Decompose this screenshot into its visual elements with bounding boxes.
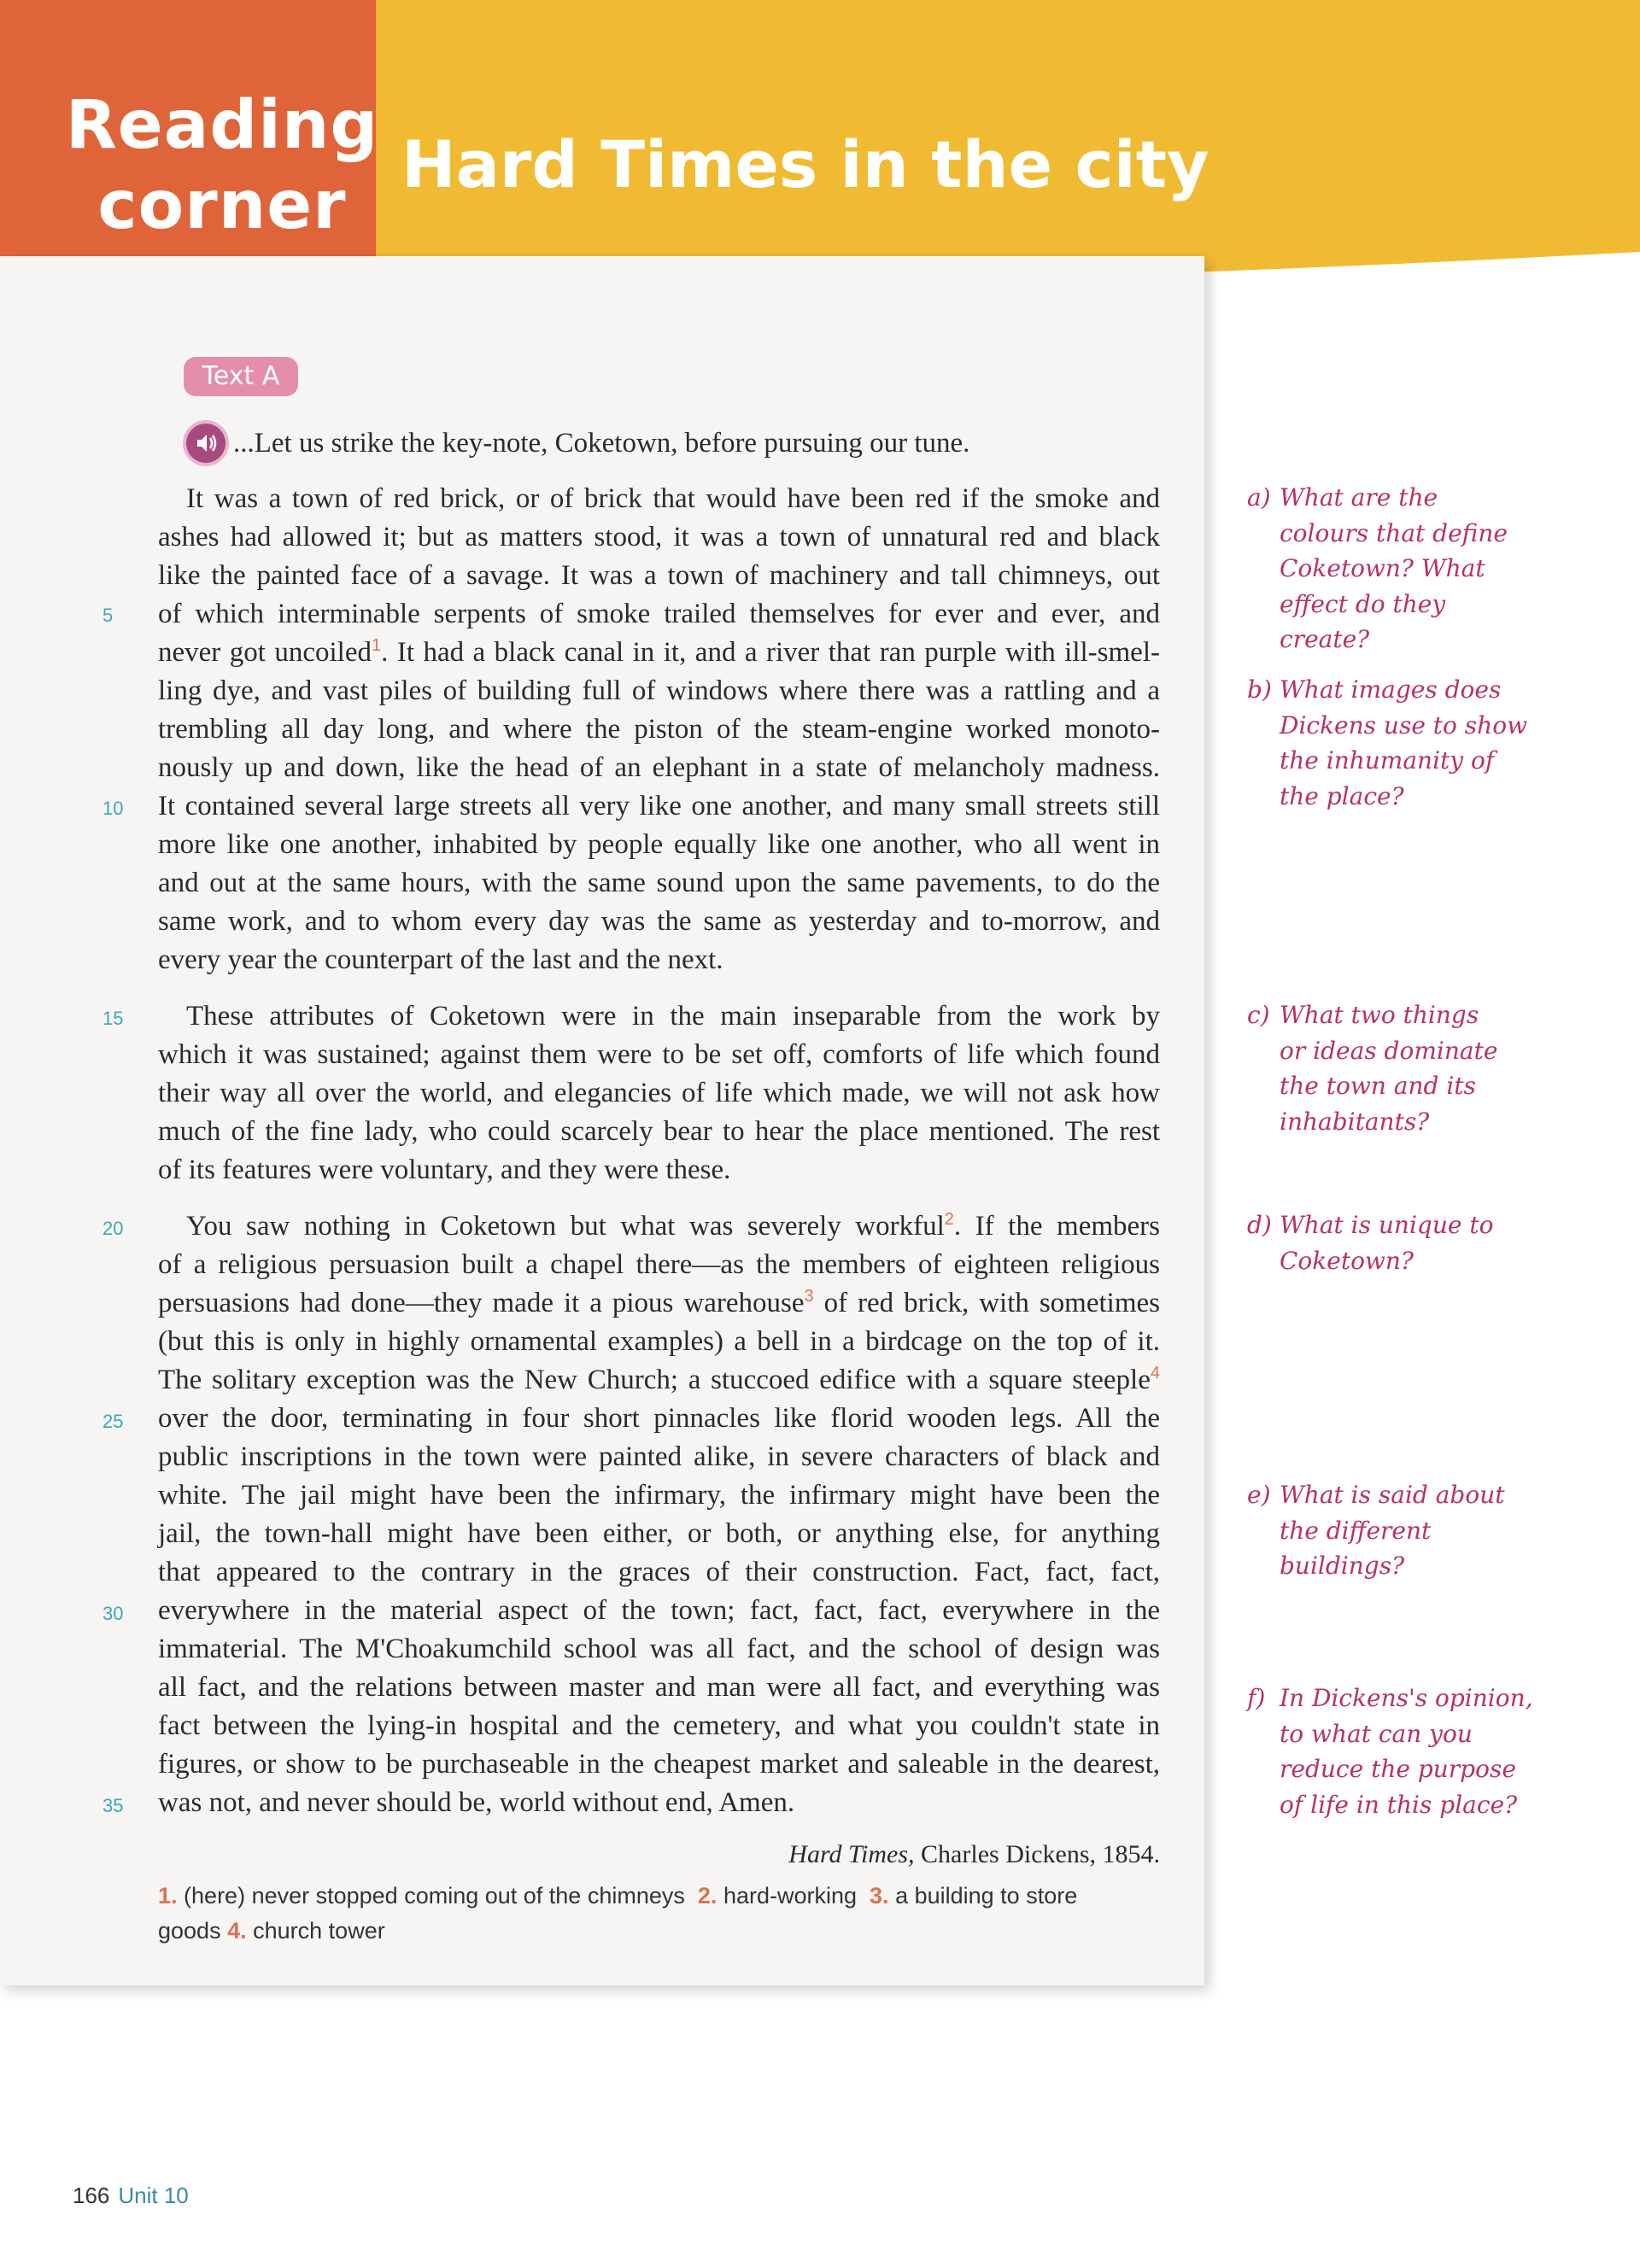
text-line: The solitary exception was the New Church; a stuccoed edifice with a square steeple$^4$ bbox=[158, 1364, 1160, 1395]
text-line: much of the fine lady, who could scarcely bear to hear the place mentioned. The rest bbox=[158, 1116, 1160, 1147]
text-line: of its features were voluntary, and they were these. bbox=[158, 1154, 731, 1185]
text-line: all fact, and the relations between master and man were all fact, and everything was bbox=[158, 1672, 1160, 1703]
source-citation: Hard Times, Charles Dickens, 1854. bbox=[788, 1840, 1160, 1868]
unit-label: Unit 10 bbox=[118, 2183, 189, 2208]
paragraph-1 bbox=[158, 480, 1160, 979]
text-line: like the painted face of a savage. It was a town of machinery and tall chimneys, out bbox=[158, 560, 1160, 591]
question-f: f) In Dickens's opinion, to what can you reduce the purpose of life in this place? bbox=[1247, 1684, 1533, 1819]
text-line: same work, and to whom every day was the same as yesterday and to-morrow, and bbox=[158, 906, 1160, 937]
text-line: everywhere in the material aspect of the town; fact, fact, fact, everywhere in the bbox=[158, 1595, 1160, 1626]
text-line: which it was sustained; against them were to be set off, comforts of life which found bbox=[158, 1039, 1160, 1070]
text-line: white. The jail might have been the infirmary, the infirmary might have been the bbox=[158, 1480, 1160, 1511]
speaker-icon[interactable] bbox=[186, 424, 226, 463]
footnote-text: hard-working bbox=[723, 1883, 858, 1909]
text-line: was not, and never should be, world without end, Amen. bbox=[158, 1787, 795, 1818]
text-line: immaterial. The M'Choakumchild school was all fact, and the school of design was bbox=[158, 1634, 1160, 1664]
intro-line: ...Let us strike the key-note, Coketown, before pursuing our tune. bbox=[233, 428, 970, 459]
text-line: persuasions had done—they made it a pious warehouse$^3$ of red brick, with sometimes bbox=[158, 1287, 1160, 1318]
text-line: trembling all day long, and where the piston of the steam-engine worked monoto- bbox=[158, 714, 1160, 745]
text-line: These attributes of Coketown were in the main inseparable from the work by bbox=[186, 1001, 1160, 1032]
footnote-number: 2. bbox=[697, 1883, 718, 1909]
section-label: Reading corner bbox=[65, 87, 379, 244]
line-number: 30 bbox=[102, 1603, 124, 1624]
paragraph-2 bbox=[158, 997, 1160, 1190]
footnote-ref: 2 bbox=[944, 1210, 954, 1229]
text-line: every year the counterpart of the last and the next. bbox=[158, 944, 723, 975]
text-line: It was a town of red brick, or of brick that would have been red if the smoke and bbox=[186, 483, 1160, 514]
line-number: 35 bbox=[102, 1795, 124, 1816]
footnote-ref: 4 bbox=[1150, 1364, 1160, 1382]
text-line: that appeared to the contrary in the graces of their construction. Fact, fact, fact, bbox=[158, 1557, 1160, 1587]
line-number: 5 bbox=[102, 605, 114, 626]
text-line: and out at the same hours, with the same sound upon the same pavements, to do the bbox=[158, 868, 1160, 898]
text-line: ling dye, and vast piles of building full of windows where there was a rattling and a bbox=[158, 675, 1160, 706]
footnote-number: 1. bbox=[158, 1883, 178, 1909]
text-line: of a religious persuasion built a chapel there—as the members of eighteen religious bbox=[158, 1249, 1160, 1280]
footnote-ref: 1 bbox=[372, 636, 382, 655]
text-line: (but this is only in highly ornamental examples) a bell in a birdcage on the top of it. bbox=[158, 1326, 1160, 1357]
text-line: It contained several large streets all very like one another, and many small streets still bbox=[158, 791, 1160, 821]
line-number: 25 bbox=[102, 1411, 124, 1432]
page-footer bbox=[73, 2183, 189, 2209]
text-line: You saw nothing in Coketown but what was severely workful$^2$. If the members bbox=[186, 1210, 1160, 1242]
text-line: their way all over the world, and elegancies of life which made, we will not ask how bbox=[158, 1078, 1160, 1108]
text-line: nously up and down, like the head of an elephant in a state of melancholy madness. bbox=[158, 752, 1160, 783]
footnote-text: a building to store goods bbox=[158, 1883, 1078, 1944]
text-line: never got uncoiled$^1$. It had a black canal in it, and a river that ran purple with ill-smel- bbox=[158, 636, 1160, 668]
text-line: jail, the town-hall might have been either, or both, or anything else, for anything bbox=[158, 1518, 1160, 1549]
page-title: Hard Times in the city bbox=[401, 126, 1210, 202]
footnote-ref: 3 bbox=[804, 1287, 814, 1306]
text-a-tag: Text A bbox=[184, 357, 298, 396]
question-a: a) What are the colours that define Coketown? What effect do they create? bbox=[1247, 483, 1508, 653]
text-line: more like one another, inhabited by people equally like one another, who all went in bbox=[158, 829, 1160, 860]
line-number: 15 bbox=[102, 1008, 124, 1029]
footnote-number: 4. bbox=[227, 1918, 247, 1944]
question-e: e) What is said about the different buildings? bbox=[1247, 1481, 1505, 1580]
line-number: 10 bbox=[102, 798, 124, 819]
page-number: 166 bbox=[73, 2183, 110, 2208]
footnote-text: church tower bbox=[253, 1918, 385, 1944]
text-line: public inscriptions in the town were painted alike, in severe characters of black and bbox=[158, 1441, 1160, 1472]
question-b: b) What images does Dickens use to show the inhumanity of the place? bbox=[1247, 675, 1528, 810]
footnote-text: (here) never stopped coming out of the chimneys bbox=[184, 1883, 685, 1909]
question-c: c) What two things or ideas dominate the town and its inhabitants? bbox=[1247, 1001, 1498, 1136]
text-line: figures, or show to be purchaseable in the cheapest market and saleable in the dearest, bbox=[158, 1749, 1160, 1780]
text-line: fact between the lying-in hospital and the cemetery, and what you couldn't state in bbox=[158, 1710, 1160, 1741]
text-line: of which interminable serpents of smoke trailed themselves for ever and ever, and bbox=[158, 599, 1160, 629]
question-d: d) What is unique to Coketown? bbox=[1247, 1211, 1494, 1275]
text-line: over the door, terminating in four short pinnacles like florid wooden legs. All the bbox=[158, 1403, 1160, 1434]
footnotes bbox=[158, 1879, 1132, 1949]
line-number: 20 bbox=[102, 1218, 124, 1239]
text-line: ashes had allowed it; but as matters stood, it was a town of unnatural red and black bbox=[158, 522, 1160, 552]
footnote-number: 3. bbox=[870, 1883, 889, 1909]
paragraph-3 bbox=[158, 1207, 1160, 1822]
